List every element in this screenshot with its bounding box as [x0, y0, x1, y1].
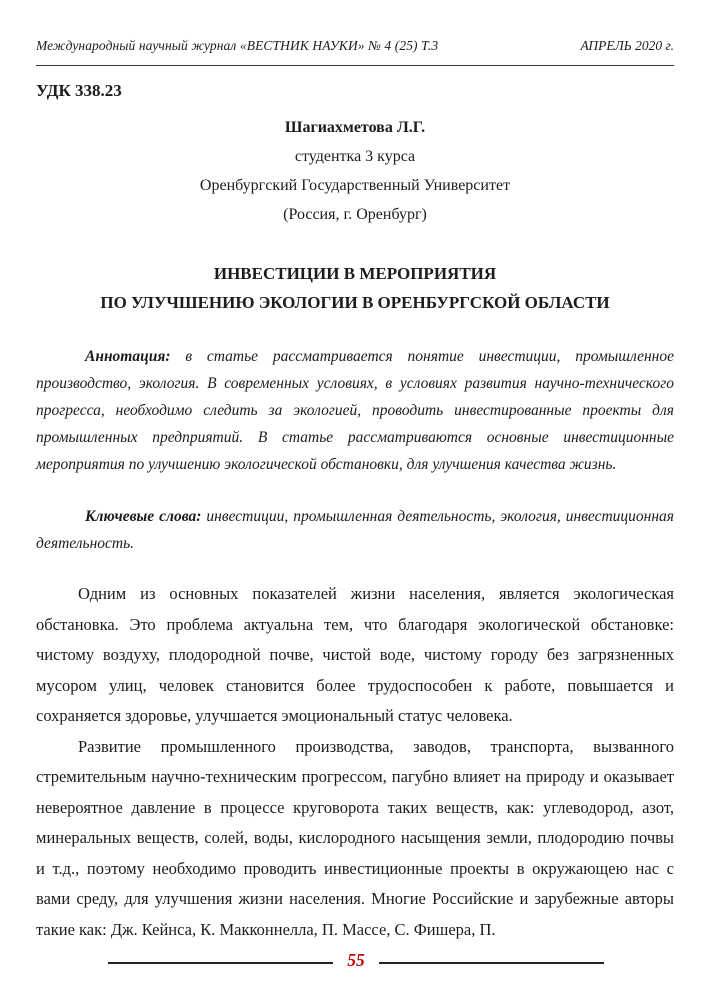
article-title-line1: ИНВЕСТИЦИИ В МЕРОПРИЯТИЯ	[213, 264, 497, 283]
article-title	[36, 259, 674, 317]
keywords-label: Ключевые слова:	[85, 508, 202, 525]
keywords-paragraph	[36, 503, 674, 557]
abstract-paragraph	[36, 343, 674, 478]
keywords-text: инвестиции, промышленная деятельность, экология, инвестиционная деятельность.	[36, 508, 675, 552]
page-footer	[108, 949, 604, 970]
journal-title: Международный научный журнал «ВЕСТНИК НАУКИ» № 4 (25) Т.3	[36, 38, 439, 53]
author-role: студентка 3 курса	[294, 148, 416, 165]
footer-line-right	[379, 962, 604, 964]
author-affiliation: Оренбургский Государственный Университет	[199, 177, 511, 194]
page-number: 55	[347, 949, 365, 970]
footer-line-left	[108, 962, 333, 964]
author-location: (Россия, г. Оренбург)	[283, 206, 427, 223]
author-block	[36, 113, 674, 229]
journal-header	[36, 38, 674, 54]
issue-date: АПРЕЛЬ 2020 г.	[580, 38, 674, 53]
udc-code: УДК 338.23	[36, 81, 122, 100]
header-divider	[36, 65, 674, 66]
abstract-text: в статье рассматривается понятие инвестиции, промышленное производство, экология. В современных условиях, в условиях развития научно-технического прогресса, необходимо следить за экологией, проводить инвестированные проекты для промышленных предприятий. В статье рассматриваются основные инвестиционные мероприятия по улучшению экологической обстановки, для улучшения качества жизнь.	[36, 348, 674, 473]
abstract-label: Аннотация:	[85, 348, 171, 365]
article-title-line2: ПО УЛУЧШЕНИЮ ЭКОЛОГИИ В ОРЕНБУРГСКОЙ ОБЛАСТИ	[100, 293, 610, 312]
body-paragraph-1: Одним из основных показателей жизни населения, является экологическая обстановка. Это проблема актуальна тем, что благодаря экологической обстановке: чистому воздуху, плодородной почве, чистой воде, чистому городу без загрязненных мусором улиц, человек становится более трудоспособен к работе, повышается и сохраняется здоровье, улучшается эмоциональный статус человека.	[36, 584, 674, 725]
article-body	[36, 579, 674, 945]
author-name: Шагиахметова Л.Г.	[284, 119, 426, 136]
body-paragraph-2: Развитие промышленного производства, заводов, транспорта, вызванного стремительным научно-техническим прогрессом, пагубно влияет на природу и оказывает невероятное давление в процессе круговорота таких веществ, как: углеводород, азот, минеральных веществ, солей, воды, кислородного насыщения земли, плодородию почвы и т.д., поэтому необходимо проводить инвестиционные проекты в окружающею нас с вами среду, для улучшения жизни населения. Многие Российские и зарубежные авторы такие как: Дж. Кейнса, К. Макконнелла, П. Массе, С. Фишера, П.	[36, 736, 674, 939]
